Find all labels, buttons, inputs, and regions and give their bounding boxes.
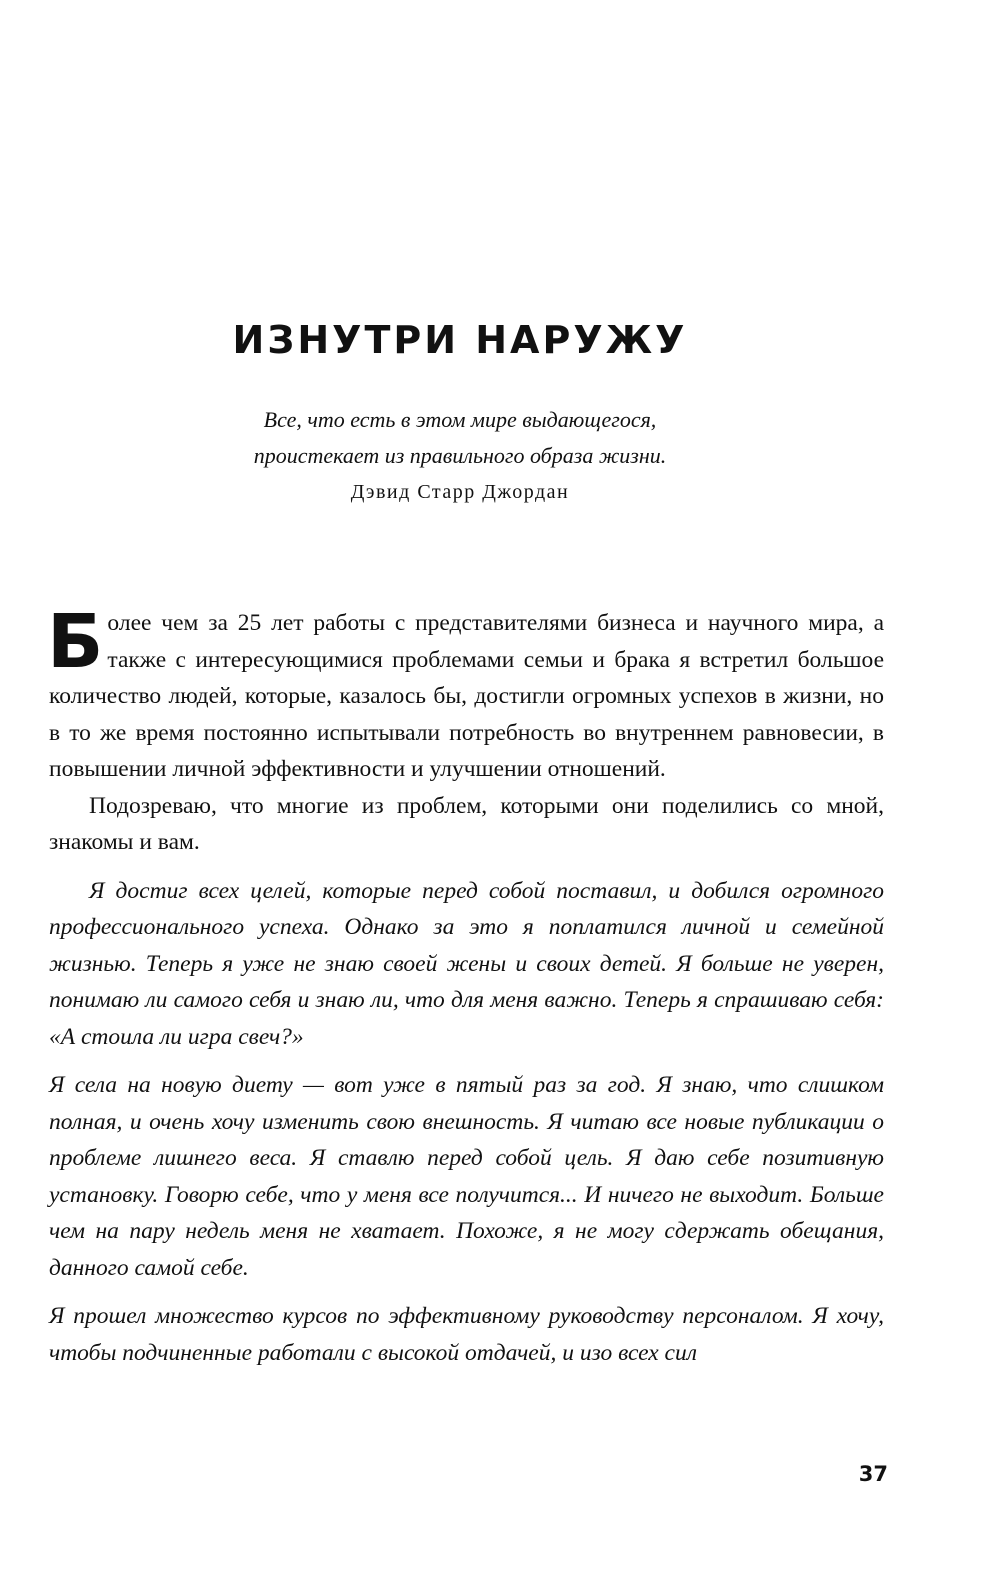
quote-1: Я достиг всех целей, которые перед собой поставил, и добился огромного профессионального успеха. Однако за это я поплатился личной и семейной жизнью. Теперь я уже не знаю своей жены и своих детей. Я больше не уверен, понимаю ли самого себя и знаю ли, что для меня важно. Теперь я спрашиваю себя: «А стоила ли игра свеч?» [49, 877, 884, 1050]
page-number: 37 [858, 1462, 888, 1486]
epigraph [0, 402, 920, 509]
quote-3: Я прошел множество курсов по эффективному руководству персоналом. Я хочу, чтобы подчиненные работали с высокой отдачей, и изо всех сил [49, 1303, 884, 1366]
drop-cap: Б [47, 599, 104, 685]
chapter-title: ИЗНУТРИ НАРУЖУ [232, 318, 688, 362]
epigraph-line-2: проистекает из правильного образа жизни. [253, 443, 667, 468]
paragraph-1 [47, 599, 884, 788]
quote-2: Я села на новую диету — вот уже в пятый раз за год. Я знаю, что слишком полная, и очень хочу изменить свою внешность. Я читаю все новые публикации о проблеме лишнего веса. Я ставлю перед собой цель. Я даю себе позитивную установку. Говорю себе, что у меня все получится... И ничего не выходит. Больше чем на пару недель меня не хватает. Похоже, я не могу сдержать обещания, данного самой себе. [49, 1072, 884, 1281]
epigraph-line-1: Все, что есть в этом мире выдающегося, [263, 407, 657, 432]
paragraph-1-text: олее чем за 25 лет работы с представителями бизнеса и научного мира, а также с интересующимися проблемами семьи и брака я встретил большое количество людей, которые, казалось бы, достигли огромных успехов в жизни, но в то же время постоянно испытывали потребность во внутреннем равновесии, в повышении личной эффективности и улучшении отношений. [49, 610, 884, 782]
epigraph-author: Дэвид Старр Джордан [350, 481, 570, 503]
paragraph-2: Подозреваю, что многие из проблем, которыми они поделились со мной, знакомы и вам. [49, 792, 884, 855]
body-text [47, 599, 884, 1371]
